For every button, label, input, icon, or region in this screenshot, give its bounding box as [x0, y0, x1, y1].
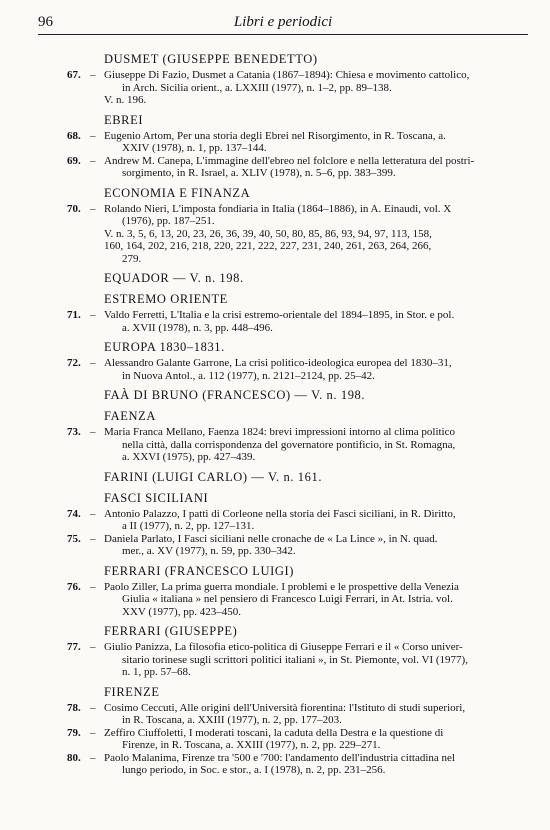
- bibliography-entry: [60, 155, 530, 180]
- entry-number: 72.: [67, 357, 81, 369]
- entry-line: Paolo Ziller, La prima guerra mondiale. I problemi e le prospettive della Venezia: [104, 580, 459, 593]
- entry-line: Zeffiro Ciuffoletti, I moderati toscani, la caduta della Destra e la questione di: [104, 726, 444, 739]
- section-heading: FERRARI (FRANCESCO LUIGI): [104, 563, 295, 578]
- section-heading: FERRARI (GIUSEPPE): [104, 624, 238, 638]
- entry-dash: –: [90, 202, 96, 215]
- entry-number: 79.: [67, 726, 81, 739]
- bibliography-entry: [60, 727, 530, 752]
- bibliography-entry: [60, 752, 530, 777]
- entry-line: Rolando Nieri, L'imposta fondiaria in Italia (1864–1886), in A. Einaudi, vol. X: [104, 202, 452, 215]
- entry-line: Giulia « italiana » nel pensiero di Francesco Luigi Ferrari, in At. Istria. vol.: [122, 593, 453, 605]
- entry-line: in R. Toscana, a. XXIII (1977), n. 2, pp. 177–203.: [122, 714, 342, 726]
- entry-line: Giulio Panizza, La filosofia etico-politica di Giuseppe Ferrari e il « Corso univer-: [104, 641, 463, 653]
- entry-line: Paolo Malanima, Firenze tra '500 e '700: l'andamento dell'industria cittadina nel: [104, 751, 455, 764]
- bibliography-entry: [60, 702, 530, 727]
- entry-line: Firenze, in R. Toscana, a. XXIII (1977), n. 2, pp. 229–271.: [122, 739, 381, 751]
- section: [60, 52, 530, 107]
- section: [60, 186, 530, 266]
- entry-line: V. n. 3, 5, 6, 13, 20, 23, 26, 36, 39, 40, 50, 80, 85, 86, 93, 94, 97, 113, 158,: [104, 227, 432, 240]
- bibliography-entry: [60, 508, 530, 533]
- section-heading: DUSMET (GIUSEPPE BENEDETTO): [104, 52, 318, 66]
- entry-line: Valdo Ferretti, L'Italia e la crisi estremo-orientale del 1894–1895, in Stor. e pol.: [104, 309, 455, 321]
- entry-dash: –: [90, 154, 96, 167]
- bibliography-entry: [60, 309, 530, 334]
- entry-line: Eugenio Artom, Per una storia degli Ebrei nel Risorgimento, in R. Toscana, a.: [104, 129, 446, 142]
- entry-number: 74.: [67, 507, 81, 520]
- entry-line: Giuseppe Di Fazio, Dusmet a Catania (1867–1894): Chiesa e movimento cattolico,: [104, 69, 470, 81]
- bibliography-entry: [60, 130, 530, 155]
- bibliography-entry: [60, 581, 530, 619]
- section-heading: FARINI (LUIGI CARLO) — V. n. 161.: [104, 469, 323, 484]
- bibliography-entry: [60, 641, 530, 679]
- bibliography-list: [60, 52, 530, 777]
- section-heading: EBREI: [104, 112, 144, 127]
- entry-dash: –: [90, 751, 96, 764]
- section-heading: FAENZA: [104, 409, 156, 423]
- entry-number: 68.: [67, 129, 81, 142]
- bibliography-entry: [60, 203, 530, 266]
- entry-line: in Arch. Sicilia orient., a. LXXIII (1977), n. 1–2, pp. 89–138.: [122, 81, 392, 94]
- bibliography-entry: [60, 533, 530, 558]
- entry-line: 279.: [122, 252, 142, 265]
- entry-line: (1976), pp. 187–251.: [122, 215, 215, 227]
- entry-dash: –: [90, 532, 96, 545]
- section: [60, 388, 530, 403]
- page-number: 96: [38, 14, 53, 30]
- section: [60, 470, 530, 485]
- entry-dash: –: [90, 129, 96, 142]
- entry-dash: –: [90, 309, 96, 321]
- entry-line: a. XXVI (1975), pp. 427–439.: [122, 451, 256, 463]
- entry-line: sorgimento, in R. Israel, a. XLIV (1978), n. 5–6, pp. 383–399.: [122, 167, 396, 179]
- page-header: [38, 14, 528, 35]
- entry-number: 78.: [67, 701, 81, 714]
- entry-dash: –: [90, 426, 96, 438]
- section-heading: ESTREMO ORIENTE: [104, 292, 228, 306]
- entry-dash: –: [90, 357, 96, 369]
- section: [60, 491, 530, 558]
- entry-number: 69.: [67, 154, 81, 167]
- section-heading: FAÀ DI BRUNO (FRANCESCO) — V. n. 198.: [104, 388, 366, 402]
- entry-number: 76.: [67, 580, 81, 593]
- entry-line: mer., a. XV (1977), n. 59, pp. 330–342.: [122, 545, 296, 557]
- section-heading: EQUADOR — V. n. 198.: [104, 271, 244, 285]
- entry-dash: –: [90, 701, 96, 714]
- section: [60, 340, 530, 382]
- section: [60, 113, 530, 180]
- section-heading: EUROPA 1830–1831.: [104, 340, 225, 354]
- entry-line: XXIV (1978), n. 1, pp. 137–144.: [122, 142, 267, 154]
- section: [60, 564, 530, 619]
- entry-line: nella città, dalla corrispondenza del governatore pontificio, in St. Romagna,: [122, 438, 456, 451]
- entry-line: Alessandro Galante Garrone, La crisi politico-ideologica europea del 1830–31,: [104, 357, 452, 369]
- section: [60, 271, 530, 286]
- bibliography-entry: [60, 69, 530, 107]
- section-heading: FIRENZE: [104, 684, 160, 699]
- entry-number: 73.: [67, 426, 81, 438]
- entry-number: 75.: [67, 532, 81, 545]
- running-head: Libri e periodici: [233, 14, 333, 30]
- entry-dash: –: [90, 726, 96, 739]
- bibliography-entry: [60, 426, 530, 464]
- section: [60, 292, 530, 334]
- entry-number: 70.: [67, 202, 81, 215]
- bibliography-entry: [60, 357, 530, 382]
- entry-line: Daniela Parlato, I Fasci siciliani nelle cronache de « La Lince », in N. quad.: [104, 532, 438, 545]
- section: [60, 409, 530, 464]
- entry-line: a. XVII (1978), n. 3, pp. 448–496.: [122, 321, 273, 334]
- section-heading: FASCI SICILIANI: [104, 490, 209, 505]
- entry-line: n. 1, pp. 57–68.: [122, 666, 191, 678]
- entry-line: a II (1977), n. 2, pp. 127–131.: [122, 520, 255, 532]
- entry-dash: –: [90, 641, 96, 653]
- entry-line: sitario torinese sugli scrittori politici italiani », in St. Piemonte, vol. VI (1977),: [122, 653, 468, 666]
- entry-line: XXV (1977), pp. 423–450.: [122, 605, 241, 618]
- entry-dash: –: [90, 580, 96, 593]
- entry-number: 77.: [67, 641, 81, 653]
- entry-number: 71.: [67, 309, 81, 321]
- entry-line: Cosimo Ceccuti, Alle origini dell'Università fiorentina: l'Istituto di studi superiori,: [104, 701, 466, 714]
- entry-line: 160, 164, 202, 216, 218, 220, 221, 222, 227, 231, 240, 261, 263, 264, 266,: [104, 240, 432, 252]
- entry-line: in Nuova Antol., a. 112 (1977), n. 2121–2124, pp. 25–42.: [122, 369, 375, 382]
- entry-line: Andrew M. Canepa, L'immagine dell'ebreo nel folclore e nella letteratura del postri-: [104, 154, 475, 167]
- section: [60, 624, 530, 679]
- section: [60, 685, 530, 777]
- entry-dash: –: [90, 69, 96, 81]
- entry-line: Antonio Palazzo, I patti di Corleone nella storia dei Fasci siciliani, in R. Diritto,: [104, 507, 456, 520]
- section-heading: ECONOMIA E FINANZA: [104, 185, 251, 200]
- entry-line: lungo periodo, in Soc. e stor., a. I (1978), n. 2, pp. 231–256.: [122, 764, 386, 776]
- entry-number: 67.: [67, 69, 81, 81]
- entry-line: Maria Franca Mellano, Faenza 1824: brevi impressioni intorno al clima politico: [104, 426, 455, 438]
- entry-line: V. n. 196.: [104, 94, 147, 106]
- entry-number: 80.: [67, 751, 81, 764]
- entry-dash: –: [90, 507, 96, 520]
